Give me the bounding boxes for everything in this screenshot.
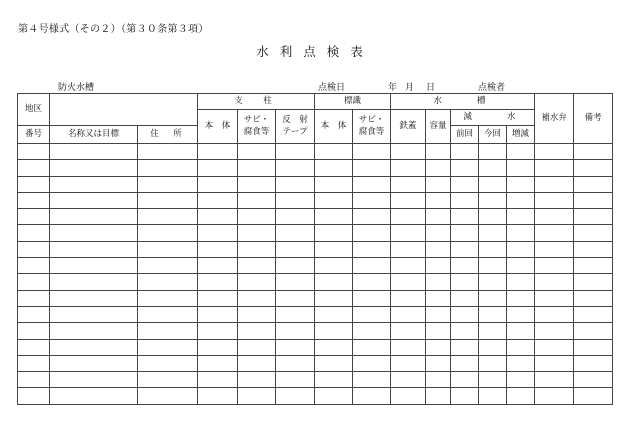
table-cell[interactable]	[138, 323, 198, 339]
table-cell[interactable]	[535, 306, 574, 322]
table-cell[interactable]	[451, 225, 479, 241]
table-cell[interactable]	[276, 225, 315, 241]
table-cell[interactable]	[138, 339, 198, 355]
table-cell[interactable]	[391, 339, 426, 355]
table-cell[interactable]	[479, 355, 507, 371]
table-cell[interactable]	[353, 339, 391, 355]
table-cell[interactable]	[276, 274, 315, 290]
facility-type-label: 防火水槽	[58, 83, 95, 93]
table-cell[interactable]	[18, 323, 50, 339]
table-cell[interactable]	[574, 144, 613, 160]
table-cell[interactable]	[391, 274, 426, 290]
table-row	[18, 258, 613, 274]
table-row	[18, 209, 613, 225]
table-cell[interactable]	[198, 274, 238, 290]
table-cell[interactable]	[574, 306, 613, 322]
table-cell[interactable]	[198, 355, 238, 371]
table-row	[18, 306, 613, 322]
table-cell[interactable]	[451, 388, 479, 404]
table-cell[interactable]	[507, 241, 535, 257]
table-cell[interactable]	[426, 241, 451, 257]
table-cell[interactable]	[238, 160, 276, 176]
table-cell[interactable]	[574, 290, 613, 306]
table-cell[interactable]	[535, 323, 574, 339]
table-cell[interactable]	[574, 192, 613, 208]
table-cell[interactable]	[18, 225, 50, 241]
table-cell[interactable]	[507, 274, 535, 290]
table-cell[interactable]	[391, 176, 426, 192]
table-cell[interactable]	[507, 290, 535, 306]
table-cell[interactable]	[574, 388, 613, 404]
header-sign-rust	[353, 110, 391, 144]
table-cell[interactable]	[315, 160, 353, 176]
table-cell[interactable]	[353, 144, 391, 160]
table-cell[interactable]	[479, 388, 507, 404]
header-change: 増減	[507, 126, 535, 144]
table-cell[interactable]	[238, 192, 276, 208]
header-pillar-reflective-line1: 反 射	[282, 115, 308, 126]
table-cell[interactable]	[535, 388, 574, 404]
header-address: 住 所	[138, 126, 198, 144]
table-cell[interactable]	[353, 306, 391, 322]
table-cell[interactable]	[391, 306, 426, 322]
table-cell[interactable]	[479, 274, 507, 290]
table-cell[interactable]	[451, 176, 479, 192]
table-cell[interactable]	[391, 192, 426, 208]
table-cell[interactable]	[574, 176, 613, 192]
table-cell[interactable]	[18, 241, 50, 257]
table-cell[interactable]	[451, 241, 479, 257]
table-cell[interactable]	[574, 372, 613, 388]
table-cell[interactable]	[426, 144, 451, 160]
day-label: 日	[426, 83, 436, 93]
table-row	[18, 323, 613, 339]
table-cell[interactable]	[574, 225, 613, 241]
table-cell[interactable]	[507, 258, 535, 274]
table-cell[interactable]	[315, 258, 353, 274]
table-cell[interactable]	[353, 388, 391, 404]
table-cell[interactable]	[391, 144, 426, 160]
table-cell[interactable]	[138, 306, 198, 322]
table-cell[interactable]	[18, 160, 50, 176]
table-cell[interactable]	[451, 274, 479, 290]
table-cell[interactable]	[138, 290, 198, 306]
table-cell[interactable]	[426, 372, 451, 388]
table-cell[interactable]	[238, 225, 276, 241]
table-cell[interactable]	[507, 176, 535, 192]
table-cell[interactable]	[507, 209, 535, 225]
table-cell[interactable]	[574, 160, 613, 176]
table-cell[interactable]	[574, 258, 613, 274]
table-cell[interactable]	[479, 372, 507, 388]
table-cell[interactable]	[535, 160, 574, 176]
header-water-tank: 水 槽	[391, 94, 535, 110]
table-cell[interactable]	[315, 323, 353, 339]
table-row	[18, 355, 613, 371]
table-cell[interactable]	[18, 306, 50, 322]
header-pillar-body: 本 体	[198, 110, 238, 144]
table-cell[interactable]	[391, 209, 426, 225]
table-cell[interactable]	[535, 144, 574, 160]
table-cell[interactable]	[276, 258, 315, 274]
table-cell[interactable]	[353, 241, 391, 257]
table-cell[interactable]	[574, 209, 613, 225]
table-cell[interactable]	[238, 241, 276, 257]
table-cell[interactable]	[426, 306, 451, 322]
header-pillar-rust-line1: サビ・	[243, 115, 270, 126]
table-cell[interactable]	[238, 176, 276, 192]
table-cell[interactable]	[507, 160, 535, 176]
table-cell[interactable]	[18, 290, 50, 306]
table-cell[interactable]	[18, 372, 50, 388]
table-cell[interactable]	[315, 192, 353, 208]
table-cell[interactable]	[451, 290, 479, 306]
table-cell[interactable]	[507, 372, 535, 388]
table-cell[interactable]	[426, 192, 451, 208]
table-cell[interactable]	[198, 323, 238, 339]
table-cell[interactable]	[391, 160, 426, 176]
table-cell[interactable]	[138, 258, 198, 274]
table-cell[interactable]	[451, 306, 479, 322]
table-cell[interactable]	[198, 339, 238, 355]
table-cell[interactable]	[315, 290, 353, 306]
table-row	[18, 241, 613, 257]
table-cell[interactable]	[391, 323, 426, 339]
table-cell[interactable]	[426, 258, 451, 274]
table-cell[interactable]	[276, 372, 315, 388]
table-cell[interactable]	[50, 290, 138, 306]
header-previous: 前回	[451, 126, 479, 144]
table-cell[interactable]	[198, 176, 238, 192]
table-cell[interactable]	[315, 339, 353, 355]
table-cell[interactable]	[238, 306, 276, 322]
header-pillar-rust	[238, 110, 276, 144]
table-cell[interactable]	[535, 258, 574, 274]
table-cell[interactable]	[238, 258, 276, 274]
table-cell[interactable]	[451, 372, 479, 388]
table-cell[interactable]	[276, 160, 315, 176]
header-number: 番号	[18, 126, 50, 144]
table-cell[interactable]	[138, 192, 198, 208]
table-cell[interactable]	[479, 144, 507, 160]
table-cell[interactable]	[507, 192, 535, 208]
table-cell[interactable]	[574, 339, 613, 355]
table-row	[18, 192, 613, 208]
table-cell[interactable]	[391, 225, 426, 241]
table-cell[interactable]	[315, 274, 353, 290]
table-cell[interactable]	[479, 306, 507, 322]
table-cell[interactable]	[507, 355, 535, 371]
table-row	[18, 176, 613, 192]
table-cell[interactable]	[276, 176, 315, 192]
table-cell[interactable]	[426, 209, 451, 225]
header-iron-lid: 鉄蓋	[391, 110, 426, 144]
table-cell[interactable]	[451, 339, 479, 355]
table-cell[interactable]	[353, 258, 391, 274]
table-row	[18, 225, 613, 241]
table-cell[interactable]	[315, 372, 353, 388]
table-cell[interactable]	[315, 306, 353, 322]
table-cell[interactable]	[50, 160, 138, 176]
table-cell[interactable]	[507, 144, 535, 160]
table-cell[interactable]	[574, 355, 613, 371]
table-cell[interactable]	[276, 241, 315, 257]
table-cell[interactable]	[391, 241, 426, 257]
header-area-blank	[50, 94, 198, 126]
table-cell[interactable]	[353, 274, 391, 290]
header-area: 地区	[18, 94, 50, 126]
table-cell[interactable]	[353, 290, 391, 306]
table-cell[interactable]	[574, 241, 613, 257]
header-current: 今回	[479, 126, 507, 144]
table-cell[interactable]	[535, 225, 574, 241]
table-cell[interactable]	[238, 209, 276, 225]
table-cell[interactable]	[50, 388, 138, 404]
header-refill-valve: 補水弁	[535, 94, 574, 144]
table-cell[interactable]	[391, 388, 426, 404]
table-cell[interactable]	[50, 306, 138, 322]
table-cell[interactable]	[238, 372, 276, 388]
table-cell[interactable]	[426, 225, 451, 241]
table-cell[interactable]	[535, 274, 574, 290]
table-cell[interactable]	[353, 192, 391, 208]
table-cell[interactable]	[198, 144, 238, 160]
header-remarks: 備考	[574, 94, 613, 144]
table-cell[interactable]	[426, 290, 451, 306]
table-cell[interactable]	[138, 355, 198, 371]
table-cell[interactable]	[18, 192, 50, 208]
table-cell[interactable]	[50, 323, 138, 339]
table-cell[interactable]	[479, 339, 507, 355]
table-cell[interactable]	[353, 372, 391, 388]
table-cell[interactable]	[451, 160, 479, 176]
table-cell[interactable]	[50, 258, 138, 274]
header-pillar-reflective	[276, 110, 315, 144]
table-cell[interactable]	[426, 388, 451, 404]
table-cell[interactable]	[507, 306, 535, 322]
table-cell[interactable]	[315, 144, 353, 160]
table-cell[interactable]	[198, 388, 238, 404]
table-cell[interactable]	[18, 355, 50, 371]
table-cell[interactable]	[479, 225, 507, 241]
table-cell[interactable]	[50, 355, 138, 371]
table-cell[interactable]	[198, 241, 238, 257]
header-pillar-reflective-line2: テープ	[282, 126, 308, 137]
table-cell[interactable]	[574, 274, 613, 290]
table-cell[interactable]	[18, 339, 50, 355]
table-cell[interactable]	[138, 388, 198, 404]
month-label: 月	[405, 83, 415, 93]
table-cell[interactable]	[138, 144, 198, 160]
table-cell[interactable]	[198, 258, 238, 274]
table-row	[18, 290, 613, 306]
table-cell[interactable]	[315, 355, 353, 371]
table-cell[interactable]	[353, 225, 391, 241]
table-row	[18, 372, 613, 388]
table-cell[interactable]	[353, 176, 391, 192]
table-cell[interactable]	[138, 274, 198, 290]
table-cell[interactable]	[479, 323, 507, 339]
table-cell[interactable]	[479, 290, 507, 306]
table-cell[interactable]	[391, 372, 426, 388]
table-cell[interactable]	[276, 323, 315, 339]
table-cell[interactable]	[138, 241, 198, 257]
table-cell[interactable]	[138, 372, 198, 388]
table-cell[interactable]	[451, 192, 479, 208]
table-row	[18, 388, 613, 404]
table-cell[interactable]	[50, 372, 138, 388]
table-cell[interactable]	[479, 176, 507, 192]
header-name-or-landmark: 名称又は目標	[50, 126, 138, 144]
table-cell[interactable]	[276, 290, 315, 306]
header-sign-rust-line2: 腐食等	[358, 126, 385, 137]
table-cell[interactable]	[50, 241, 138, 257]
inspection-date-label: 点検日	[318, 83, 346, 93]
table-cell[interactable]	[18, 388, 50, 404]
table-cell[interactable]	[391, 355, 426, 371]
table-cell[interactable]	[238, 355, 276, 371]
table-cell[interactable]	[479, 241, 507, 257]
table-cell[interactable]	[426, 274, 451, 290]
table-cell[interactable]	[353, 160, 391, 176]
table-cell[interactable]	[315, 225, 353, 241]
inspector-label: 点検者	[478, 83, 506, 93]
table-cell[interactable]	[50, 192, 138, 208]
table-cell[interactable]	[198, 372, 238, 388]
table-row	[18, 144, 613, 160]
table-cell[interactable]	[138, 209, 198, 225]
header-pillar-rust-line2: 腐食等	[243, 126, 270, 137]
header-support-pillar: 支 柱	[198, 94, 315, 110]
table-cell[interactable]	[50, 144, 138, 160]
table-cell[interactable]	[138, 160, 198, 176]
table-cell[interactable]	[507, 339, 535, 355]
table-cell[interactable]	[238, 323, 276, 339]
table-cell[interactable]	[451, 144, 479, 160]
table-cell[interactable]	[50, 209, 138, 225]
table-cell[interactable]	[426, 160, 451, 176]
table-cell[interactable]	[276, 355, 315, 371]
table-row	[18, 160, 613, 176]
year-label: 年	[388, 83, 398, 93]
table-cell[interactable]	[138, 225, 198, 241]
table-cell[interactable]	[451, 258, 479, 274]
table-row	[18, 274, 613, 290]
table-cell[interactable]	[315, 176, 353, 192]
table-cell[interactable]	[391, 290, 426, 306]
table-cell[interactable]	[535, 290, 574, 306]
table-cell[interactable]	[276, 144, 315, 160]
table-cell[interactable]	[426, 355, 451, 371]
table-row	[18, 339, 613, 355]
table-cell[interactable]	[50, 176, 138, 192]
table-cell[interactable]	[18, 144, 50, 160]
table-cell[interactable]	[198, 306, 238, 322]
table-cell[interactable]	[535, 355, 574, 371]
table-cell[interactable]	[198, 209, 238, 225]
table-cell[interactable]	[507, 225, 535, 241]
table-cell[interactable]	[535, 209, 574, 225]
header-sign-body: 本 体	[315, 110, 353, 144]
table-cell[interactable]	[50, 339, 138, 355]
table-cell[interactable]	[276, 209, 315, 225]
header-sign: 標識	[315, 94, 391, 110]
table-cell[interactable]	[50, 274, 138, 290]
inspection-table	[17, 93, 613, 405]
table-cell[interactable]	[479, 209, 507, 225]
table-cell[interactable]	[198, 160, 238, 176]
page-title: 水利点検表	[256, 44, 374, 59]
table-cell[interactable]	[276, 339, 315, 355]
table-cell[interactable]	[535, 241, 574, 257]
table-cell[interactable]	[535, 192, 574, 208]
form-number: 第４号様式（その２）（第３０条第３項）	[18, 24, 209, 35]
table-cell[interactable]	[479, 192, 507, 208]
table-cell[interactable]	[18, 258, 50, 274]
table-cell[interactable]	[198, 192, 238, 208]
table-cell[interactable]	[18, 274, 50, 290]
table-cell[interactable]	[315, 209, 353, 225]
table-cell[interactable]	[198, 225, 238, 241]
table-cell[interactable]	[238, 388, 276, 404]
table-cell[interactable]	[238, 144, 276, 160]
table-cell[interactable]	[353, 323, 391, 339]
header-water-loss: 減 水	[451, 110, 535, 126]
table-cell[interactable]	[426, 323, 451, 339]
table-cell[interactable]	[315, 388, 353, 404]
table-cell[interactable]	[276, 192, 315, 208]
table-cell[interactable]	[276, 306, 315, 322]
table-cell[interactable]	[238, 274, 276, 290]
table-cell[interactable]	[198, 290, 238, 306]
table-cell[interactable]	[574, 323, 613, 339]
table-cell[interactable]	[535, 339, 574, 355]
table-cell[interactable]	[50, 225, 138, 241]
table-cell[interactable]	[18, 176, 50, 192]
table-cell[interactable]	[238, 290, 276, 306]
table-cell[interactable]	[238, 339, 276, 355]
table-cell[interactable]	[391, 258, 426, 274]
table-cell[interactable]	[507, 388, 535, 404]
table-cell[interactable]	[535, 372, 574, 388]
table-cell[interactable]	[451, 209, 479, 225]
header-capacity: 容量	[426, 110, 451, 144]
table-cell[interactable]	[353, 209, 391, 225]
table-cell[interactable]	[315, 241, 353, 257]
table-cell[interactable]	[276, 388, 315, 404]
table-cell[interactable]	[451, 355, 479, 371]
table-cell[interactable]	[18, 209, 50, 225]
table-cell[interactable]	[138, 176, 198, 192]
table-cell[interactable]	[451, 323, 479, 339]
table-cell[interactable]	[479, 258, 507, 274]
header-sign-rust-line1: サビ・	[358, 115, 385, 126]
table-cell[interactable]	[353, 355, 391, 371]
table-cell[interactable]	[426, 176, 451, 192]
table-cell[interactable]	[507, 323, 535, 339]
table-cell[interactable]	[535, 176, 574, 192]
table-cell[interactable]	[426, 339, 451, 355]
table-cell[interactable]	[479, 160, 507, 176]
